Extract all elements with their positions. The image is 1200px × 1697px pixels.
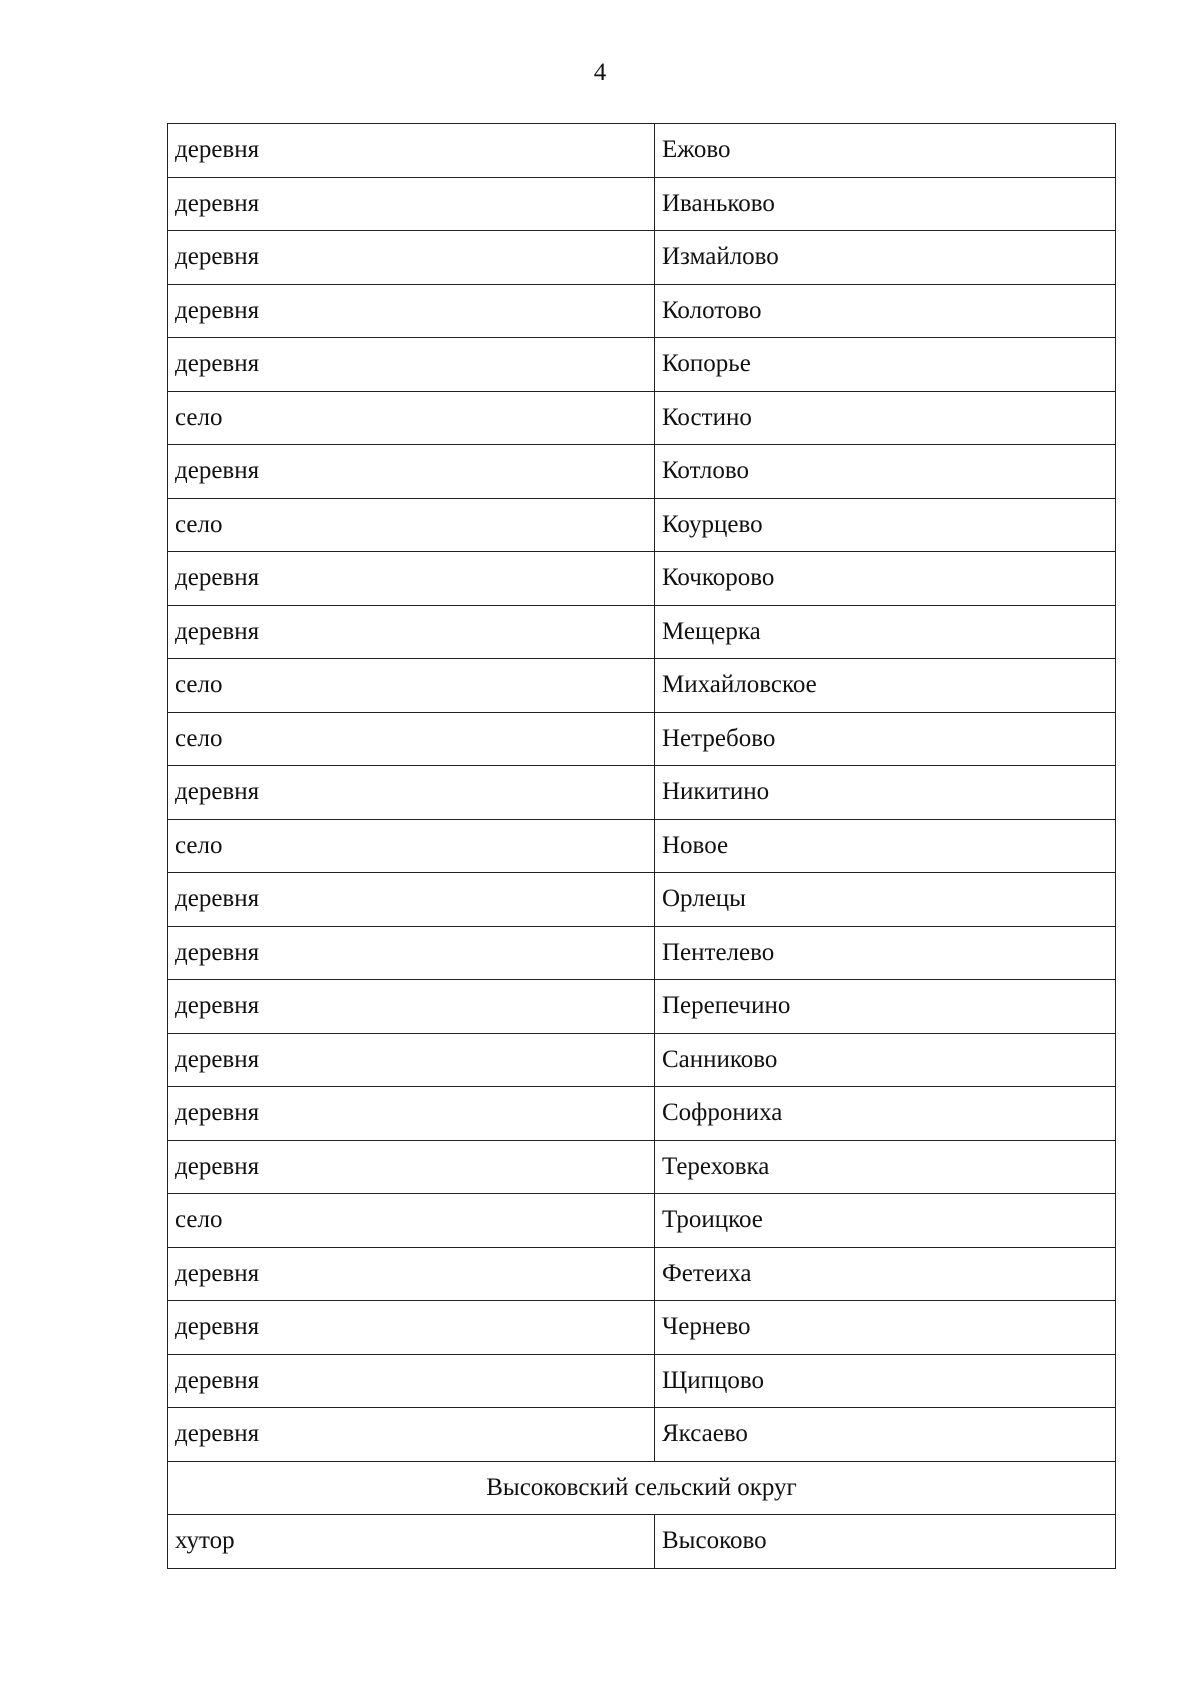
table-row: [168, 659, 1116, 713]
section-header-row: [168, 1461, 1116, 1515]
settlement-name-cell: Костино: [655, 391, 1116, 445]
settlements-table: [167, 123, 1116, 1569]
table-row: [168, 1033, 1116, 1087]
settlement-type-cell: деревня: [168, 445, 655, 499]
settlement-name-cell: Новое: [655, 819, 1116, 873]
settlement-name-cell: Никитино: [655, 766, 1116, 820]
settlement-name-cell: Копорье: [655, 338, 1116, 392]
settlement-name-cell: Измайлово: [655, 231, 1116, 285]
settlement-type-cell: село: [168, 819, 655, 873]
settlement-type-cell: деревня: [168, 766, 655, 820]
settlement-type-cell: село: [168, 498, 655, 552]
table-row: [168, 231, 1116, 285]
settlement-name-cell: Мещерка: [655, 605, 1116, 659]
settlement-type-cell: деревня: [168, 284, 655, 338]
settlement-type-cell: деревня: [168, 1033, 655, 1087]
settlement-name-cell: Нетребово: [655, 712, 1116, 766]
table-row: [168, 1194, 1116, 1248]
settlements-table-body: [168, 124, 1116, 1569]
settlement-type-cell: село: [168, 659, 655, 713]
table-row: [168, 1408, 1116, 1462]
table-row: [168, 1515, 1116, 1569]
settlement-name-cell: Санниково: [655, 1033, 1116, 1087]
settlement-name-cell: Котлово: [655, 445, 1116, 499]
settlement-type-cell: деревня: [168, 926, 655, 980]
settlement-type-cell: деревня: [168, 124, 655, 178]
settlement-type-cell: деревня: [168, 338, 655, 392]
settlement-type-cell: деревня: [168, 1087, 655, 1141]
table-row: [168, 391, 1116, 445]
table-row: [168, 1301, 1116, 1355]
table-row: [168, 124, 1116, 178]
settlement-name-cell: Кочкорово: [655, 552, 1116, 606]
table-row: [168, 1087, 1116, 1141]
settlement-name-cell: Ежово: [655, 124, 1116, 178]
settlement-name-cell: Пентелево: [655, 926, 1116, 980]
settlement-name-cell: Чернево: [655, 1301, 1116, 1355]
table-row: [168, 605, 1116, 659]
settlement-name-cell: Перепечино: [655, 980, 1116, 1034]
settlement-type-cell: деревня: [168, 873, 655, 927]
settlement-type-cell: деревня: [168, 231, 655, 285]
settlement-name-cell: Троицкое: [655, 1194, 1116, 1248]
section-title: Высоковский сельский округ: [168, 1461, 1116, 1515]
settlement-name-cell: Тереховка: [655, 1140, 1116, 1194]
table-row: [168, 926, 1116, 980]
table-row: [168, 1140, 1116, 1194]
settlement-name-cell: Яксаево: [655, 1408, 1116, 1462]
table-row: [168, 498, 1116, 552]
settlement-name-cell: Высоково: [655, 1515, 1116, 1569]
settlement-type-cell: деревня: [168, 1301, 655, 1355]
settlement-name-cell: Орлецы: [655, 873, 1116, 927]
table-row: [168, 1247, 1116, 1301]
table-row: [168, 284, 1116, 338]
settlement-type-cell: деревня: [168, 1247, 655, 1301]
settlement-type-cell: село: [168, 1194, 655, 1248]
settlement-type-cell: деревня: [168, 1140, 655, 1194]
settlement-name-cell: Коурцево: [655, 498, 1116, 552]
settlement-type-cell: деревня: [168, 1408, 655, 1462]
settlement-name-cell: Иваньково: [655, 177, 1116, 231]
settlement-name-cell: Фетеиха: [655, 1247, 1116, 1301]
settlement-type-cell: деревня: [168, 605, 655, 659]
table-row: [168, 177, 1116, 231]
settlement-name-cell: Михайловское: [655, 659, 1116, 713]
settlement-type-cell: деревня: [168, 177, 655, 231]
settlement-type-cell: хутор: [168, 1515, 655, 1569]
table-row: [168, 712, 1116, 766]
table-row: [168, 766, 1116, 820]
page-number: 4: [593, 59, 607, 86]
settlement-type-cell: деревня: [168, 980, 655, 1034]
settlement-type-cell: деревня: [168, 552, 655, 606]
settlement-name-cell: Колотово: [655, 284, 1116, 338]
table-row: [168, 1354, 1116, 1408]
settlement-type-cell: село: [168, 712, 655, 766]
settlement-name-cell: Щипцово: [655, 1354, 1116, 1408]
table-row: [168, 338, 1116, 392]
table-row: [168, 819, 1116, 873]
table-row: [168, 552, 1116, 606]
table-row: [168, 445, 1116, 499]
settlement-type-cell: деревня: [168, 1354, 655, 1408]
table-row: [168, 980, 1116, 1034]
table-row: [168, 873, 1116, 927]
settlement-type-cell: село: [168, 391, 655, 445]
settlement-name-cell: Софрониха: [655, 1087, 1116, 1141]
